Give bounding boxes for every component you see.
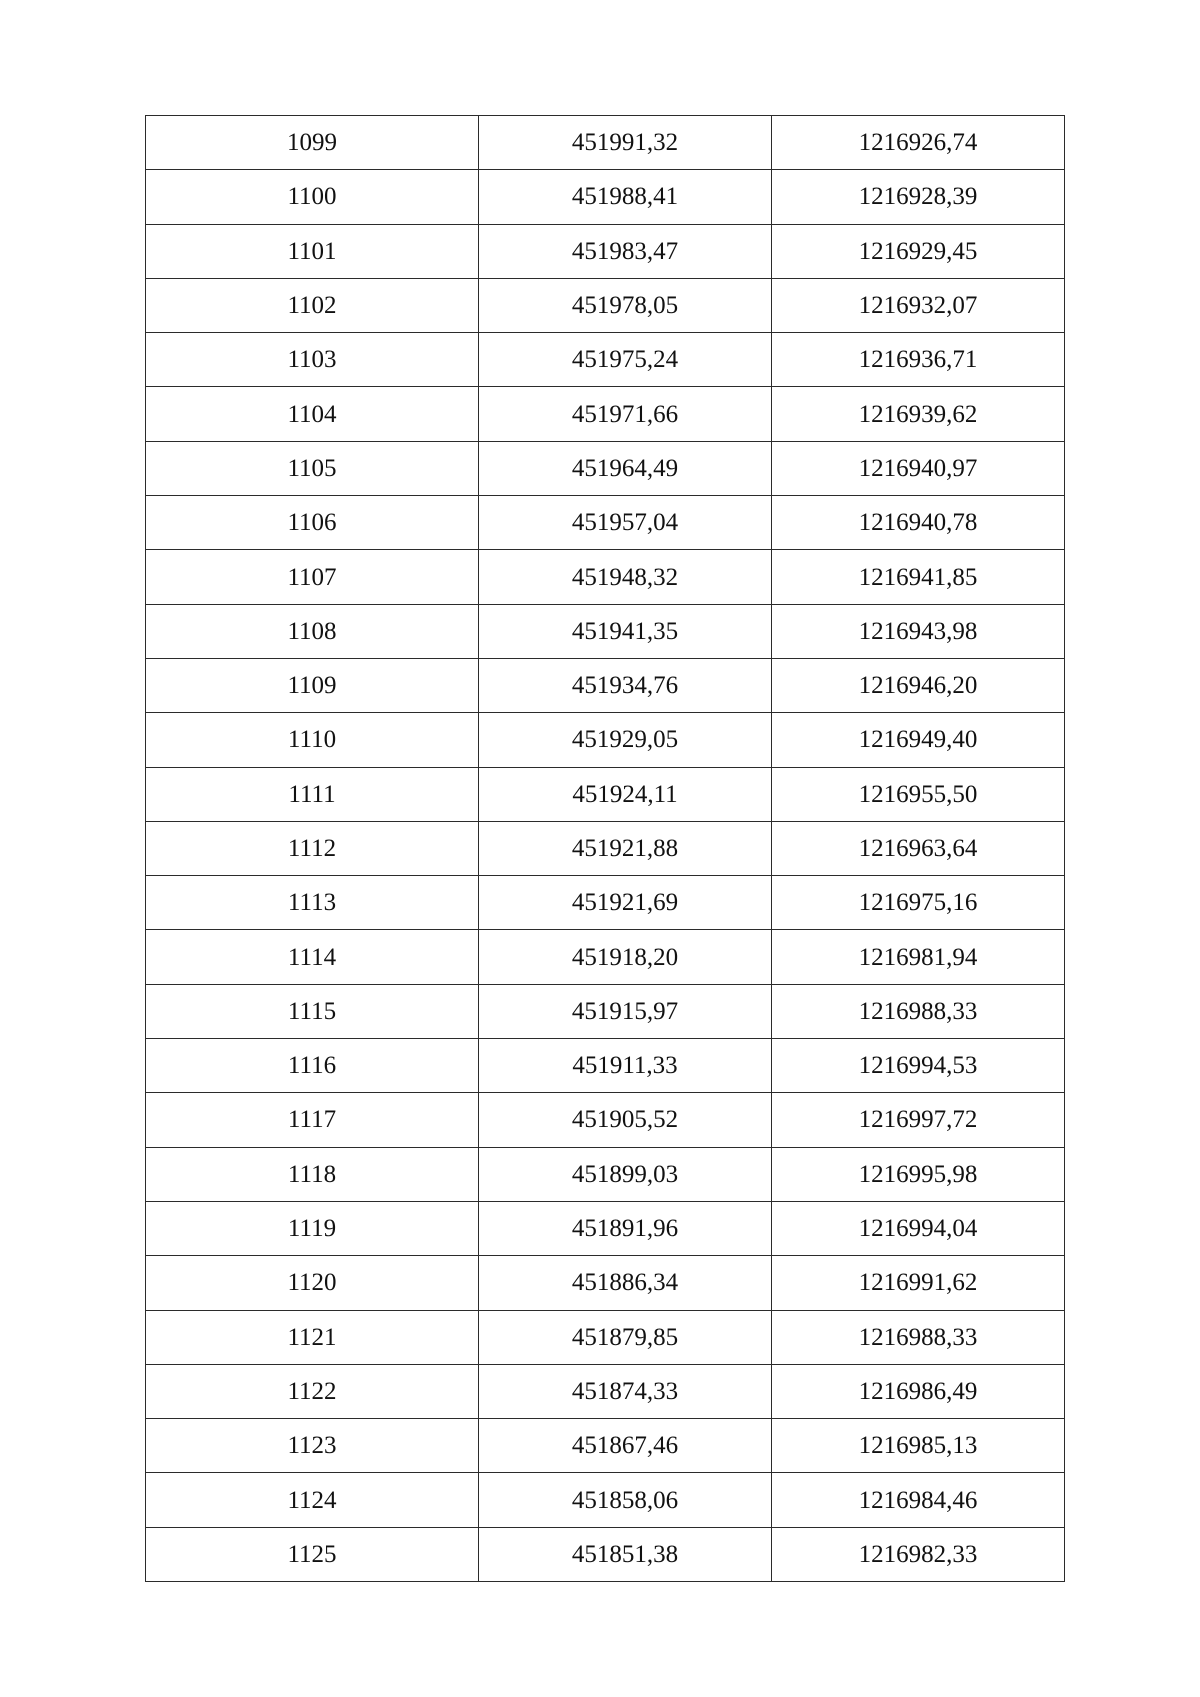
x-coordinate-cell: 451978,05 (479, 278, 772, 332)
x-coordinate-cell: 451867,46 (479, 1419, 772, 1473)
point-number-cell: 1106 (146, 496, 479, 550)
point-number-cell: 1122 (146, 1364, 479, 1418)
y-coordinate-cell: 1216939,62 (772, 387, 1065, 441)
x-coordinate-cell: 451918,20 (479, 930, 772, 984)
y-coordinate-cell: 1216988,33 (772, 1310, 1065, 1364)
table-row (146, 1473, 1065, 1527)
x-coordinate-cell: 451886,34 (479, 1256, 772, 1310)
y-coordinate-cell: 1216932,07 (772, 278, 1065, 332)
x-coordinate-cell: 451874,33 (479, 1364, 772, 1418)
table-row (146, 550, 1065, 604)
table-row (146, 876, 1065, 930)
point-number-cell: 1119 (146, 1201, 479, 1255)
table-row (146, 1364, 1065, 1418)
point-number-cell: 1111 (146, 767, 479, 821)
table-row (146, 278, 1065, 332)
y-coordinate-cell: 1216984,46 (772, 1473, 1065, 1527)
table-row (146, 170, 1065, 224)
table-row (146, 333, 1065, 387)
point-number-cell: 1120 (146, 1256, 479, 1310)
point-number-cell: 1103 (146, 333, 479, 387)
x-coordinate-cell: 451915,97 (479, 984, 772, 1038)
y-coordinate-cell: 1216997,72 (772, 1093, 1065, 1147)
point-number-cell: 1110 (146, 713, 479, 767)
table-row (146, 1093, 1065, 1147)
x-coordinate-cell: 451924,11 (479, 767, 772, 821)
y-coordinate-cell: 1216995,98 (772, 1147, 1065, 1201)
y-coordinate-cell: 1216955,50 (772, 767, 1065, 821)
point-number-cell: 1112 (146, 821, 479, 875)
y-coordinate-cell: 1216936,71 (772, 333, 1065, 387)
x-coordinate-cell: 451934,76 (479, 658, 772, 712)
x-coordinate-cell: 451899,03 (479, 1147, 772, 1201)
x-coordinate-cell: 451957,04 (479, 496, 772, 550)
table-row (146, 930, 1065, 984)
table-row (146, 496, 1065, 550)
x-coordinate-cell: 451879,85 (479, 1310, 772, 1364)
table-row (146, 821, 1065, 875)
coordinates-table-body (146, 116, 1065, 1582)
table-row (146, 1147, 1065, 1201)
table-row (146, 767, 1065, 821)
x-coordinate-cell: 451948,32 (479, 550, 772, 604)
y-coordinate-cell: 1216994,53 (772, 1039, 1065, 1093)
y-coordinate-cell: 1216926,74 (772, 116, 1065, 170)
point-number-cell: 1124 (146, 1473, 479, 1527)
y-coordinate-cell: 1216981,94 (772, 930, 1065, 984)
point-number-cell: 1123 (146, 1419, 479, 1473)
x-coordinate-cell: 451941,35 (479, 604, 772, 658)
y-coordinate-cell: 1216982,33 (772, 1527, 1065, 1581)
point-number-cell: 1125 (146, 1527, 479, 1581)
x-coordinate-cell: 451858,06 (479, 1473, 772, 1527)
x-coordinate-cell: 451983,47 (479, 224, 772, 278)
x-coordinate-cell: 451988,41 (479, 170, 772, 224)
table-row (146, 604, 1065, 658)
point-number-cell: 1102 (146, 278, 479, 332)
y-coordinate-cell: 1216994,04 (772, 1201, 1065, 1255)
point-number-cell: 1099 (146, 116, 479, 170)
y-coordinate-cell: 1216975,16 (772, 876, 1065, 930)
point-number-cell: 1109 (146, 658, 479, 712)
x-coordinate-cell: 451971,66 (479, 387, 772, 441)
table-row (146, 1201, 1065, 1255)
table-row (146, 224, 1065, 278)
y-coordinate-cell: 1216988,33 (772, 984, 1065, 1038)
x-coordinate-cell: 451991,32 (479, 116, 772, 170)
x-coordinate-cell: 451929,05 (479, 713, 772, 767)
y-coordinate-cell: 1216941,85 (772, 550, 1065, 604)
x-coordinate-cell: 451911,33 (479, 1039, 772, 1093)
y-coordinate-cell: 1216963,64 (772, 821, 1065, 875)
coordinates-table (145, 115, 1065, 1582)
point-number-cell: 1116 (146, 1039, 479, 1093)
point-number-cell: 1114 (146, 930, 479, 984)
y-coordinate-cell: 1216929,45 (772, 224, 1065, 278)
table-row (146, 116, 1065, 170)
table-row (146, 387, 1065, 441)
y-coordinate-cell: 1216928,39 (772, 170, 1065, 224)
table-row (146, 1256, 1065, 1310)
table-row (146, 984, 1065, 1038)
y-coordinate-cell: 1216985,13 (772, 1419, 1065, 1473)
y-coordinate-cell: 1216991,62 (772, 1256, 1065, 1310)
point-number-cell: 1121 (146, 1310, 479, 1364)
point-number-cell: 1107 (146, 550, 479, 604)
y-coordinate-cell: 1216940,97 (772, 441, 1065, 495)
table-row (146, 1419, 1065, 1473)
point-number-cell: 1117 (146, 1093, 479, 1147)
point-number-cell: 1101 (146, 224, 479, 278)
table-row (146, 658, 1065, 712)
x-coordinate-cell: 451891,96 (479, 1201, 772, 1255)
point-number-cell: 1118 (146, 1147, 479, 1201)
point-number-cell: 1104 (146, 387, 479, 441)
point-number-cell: 1105 (146, 441, 479, 495)
y-coordinate-cell: 1216986,49 (772, 1364, 1065, 1418)
x-coordinate-cell: 451851,38 (479, 1527, 772, 1581)
x-coordinate-cell: 451905,52 (479, 1093, 772, 1147)
point-number-cell: 1113 (146, 876, 479, 930)
table-row (146, 1039, 1065, 1093)
x-coordinate-cell: 451921,88 (479, 821, 772, 875)
table-row (146, 441, 1065, 495)
y-coordinate-cell: 1216946,20 (772, 658, 1065, 712)
x-coordinate-cell: 451975,24 (479, 333, 772, 387)
y-coordinate-cell: 1216949,40 (772, 713, 1065, 767)
point-number-cell: 1108 (146, 604, 479, 658)
x-coordinate-cell: 451964,49 (479, 441, 772, 495)
table-row (146, 713, 1065, 767)
point-number-cell: 1100 (146, 170, 479, 224)
y-coordinate-cell: 1216940,78 (772, 496, 1065, 550)
table-row (146, 1527, 1065, 1581)
point-number-cell: 1115 (146, 984, 479, 1038)
table-row (146, 1310, 1065, 1364)
x-coordinate-cell: 451921,69 (479, 876, 772, 930)
y-coordinate-cell: 1216943,98 (772, 604, 1065, 658)
